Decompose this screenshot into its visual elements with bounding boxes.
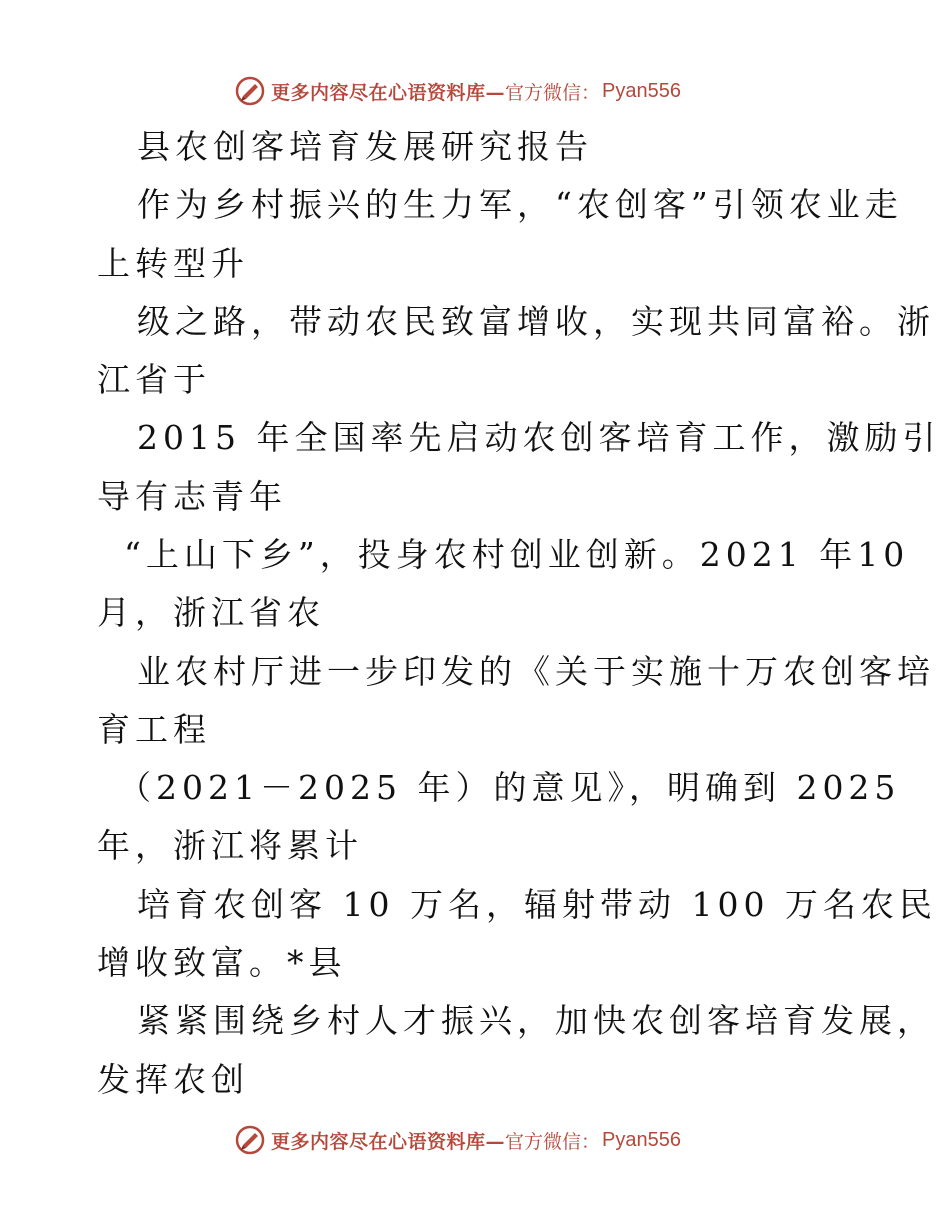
banner-main-text: 更多内容尽在心语资料库— (271, 81, 506, 104)
banner-wechat-label: 官方微信： (505, 81, 601, 104)
text-line: 江省于 (97, 360, 211, 399)
banner-wechat-label: 官方微信： (505, 1130, 601, 1153)
footer-banner (235, 1122, 681, 1158)
banner-wechat-id: Pyan556 (602, 1128, 681, 1151)
banner-main-text: 更多内容尽在心语资料库— (271, 1130, 506, 1153)
text-line: 培育农创客 10 万名，辐射带动 100 万名农民 (137, 885, 937, 924)
brand-logo-icon (235, 76, 265, 106)
text-line: 级之路，带动农民致富增收，实现共同富裕。浙 (137, 302, 935, 341)
text-line: 业农村厅进一步印发的《关于实施十万农创客培 (137, 652, 935, 691)
text-line: （2021－2025 年）的意见》，明确到 2025 (118, 768, 901, 807)
text-line: 发挥农创 (97, 1060, 249, 1099)
banner-wechat-id: Pyan556 (602, 79, 681, 102)
text-line: 年，浙江将累计 (97, 826, 363, 865)
text-line: 月，浙江省农 (97, 593, 325, 632)
text-line: 导有志青年 (97, 477, 287, 516)
text-line: 紧紧围绕乡村人才振兴，加快农创客培育发展， (137, 1001, 935, 1040)
text-line: 上转型升 (97, 244, 249, 283)
text-line: 作为乡村振兴的生力军，“农创客”引领农业走 (137, 185, 903, 224)
document-title: 县农创客培育发展研究报告 (137, 127, 593, 166)
text-line: 育工程 (97, 710, 211, 749)
text-line: 2015 年全国率先启动农创客培育工作，激励引 (137, 418, 941, 457)
text-line: 增收致富。*县 (97, 943, 347, 982)
brand-logo-icon (235, 1125, 265, 1155)
text-line: “上山下乡”，投身农村创业创新。2021 年10 (124, 535, 910, 574)
header-banner (235, 73, 681, 109)
